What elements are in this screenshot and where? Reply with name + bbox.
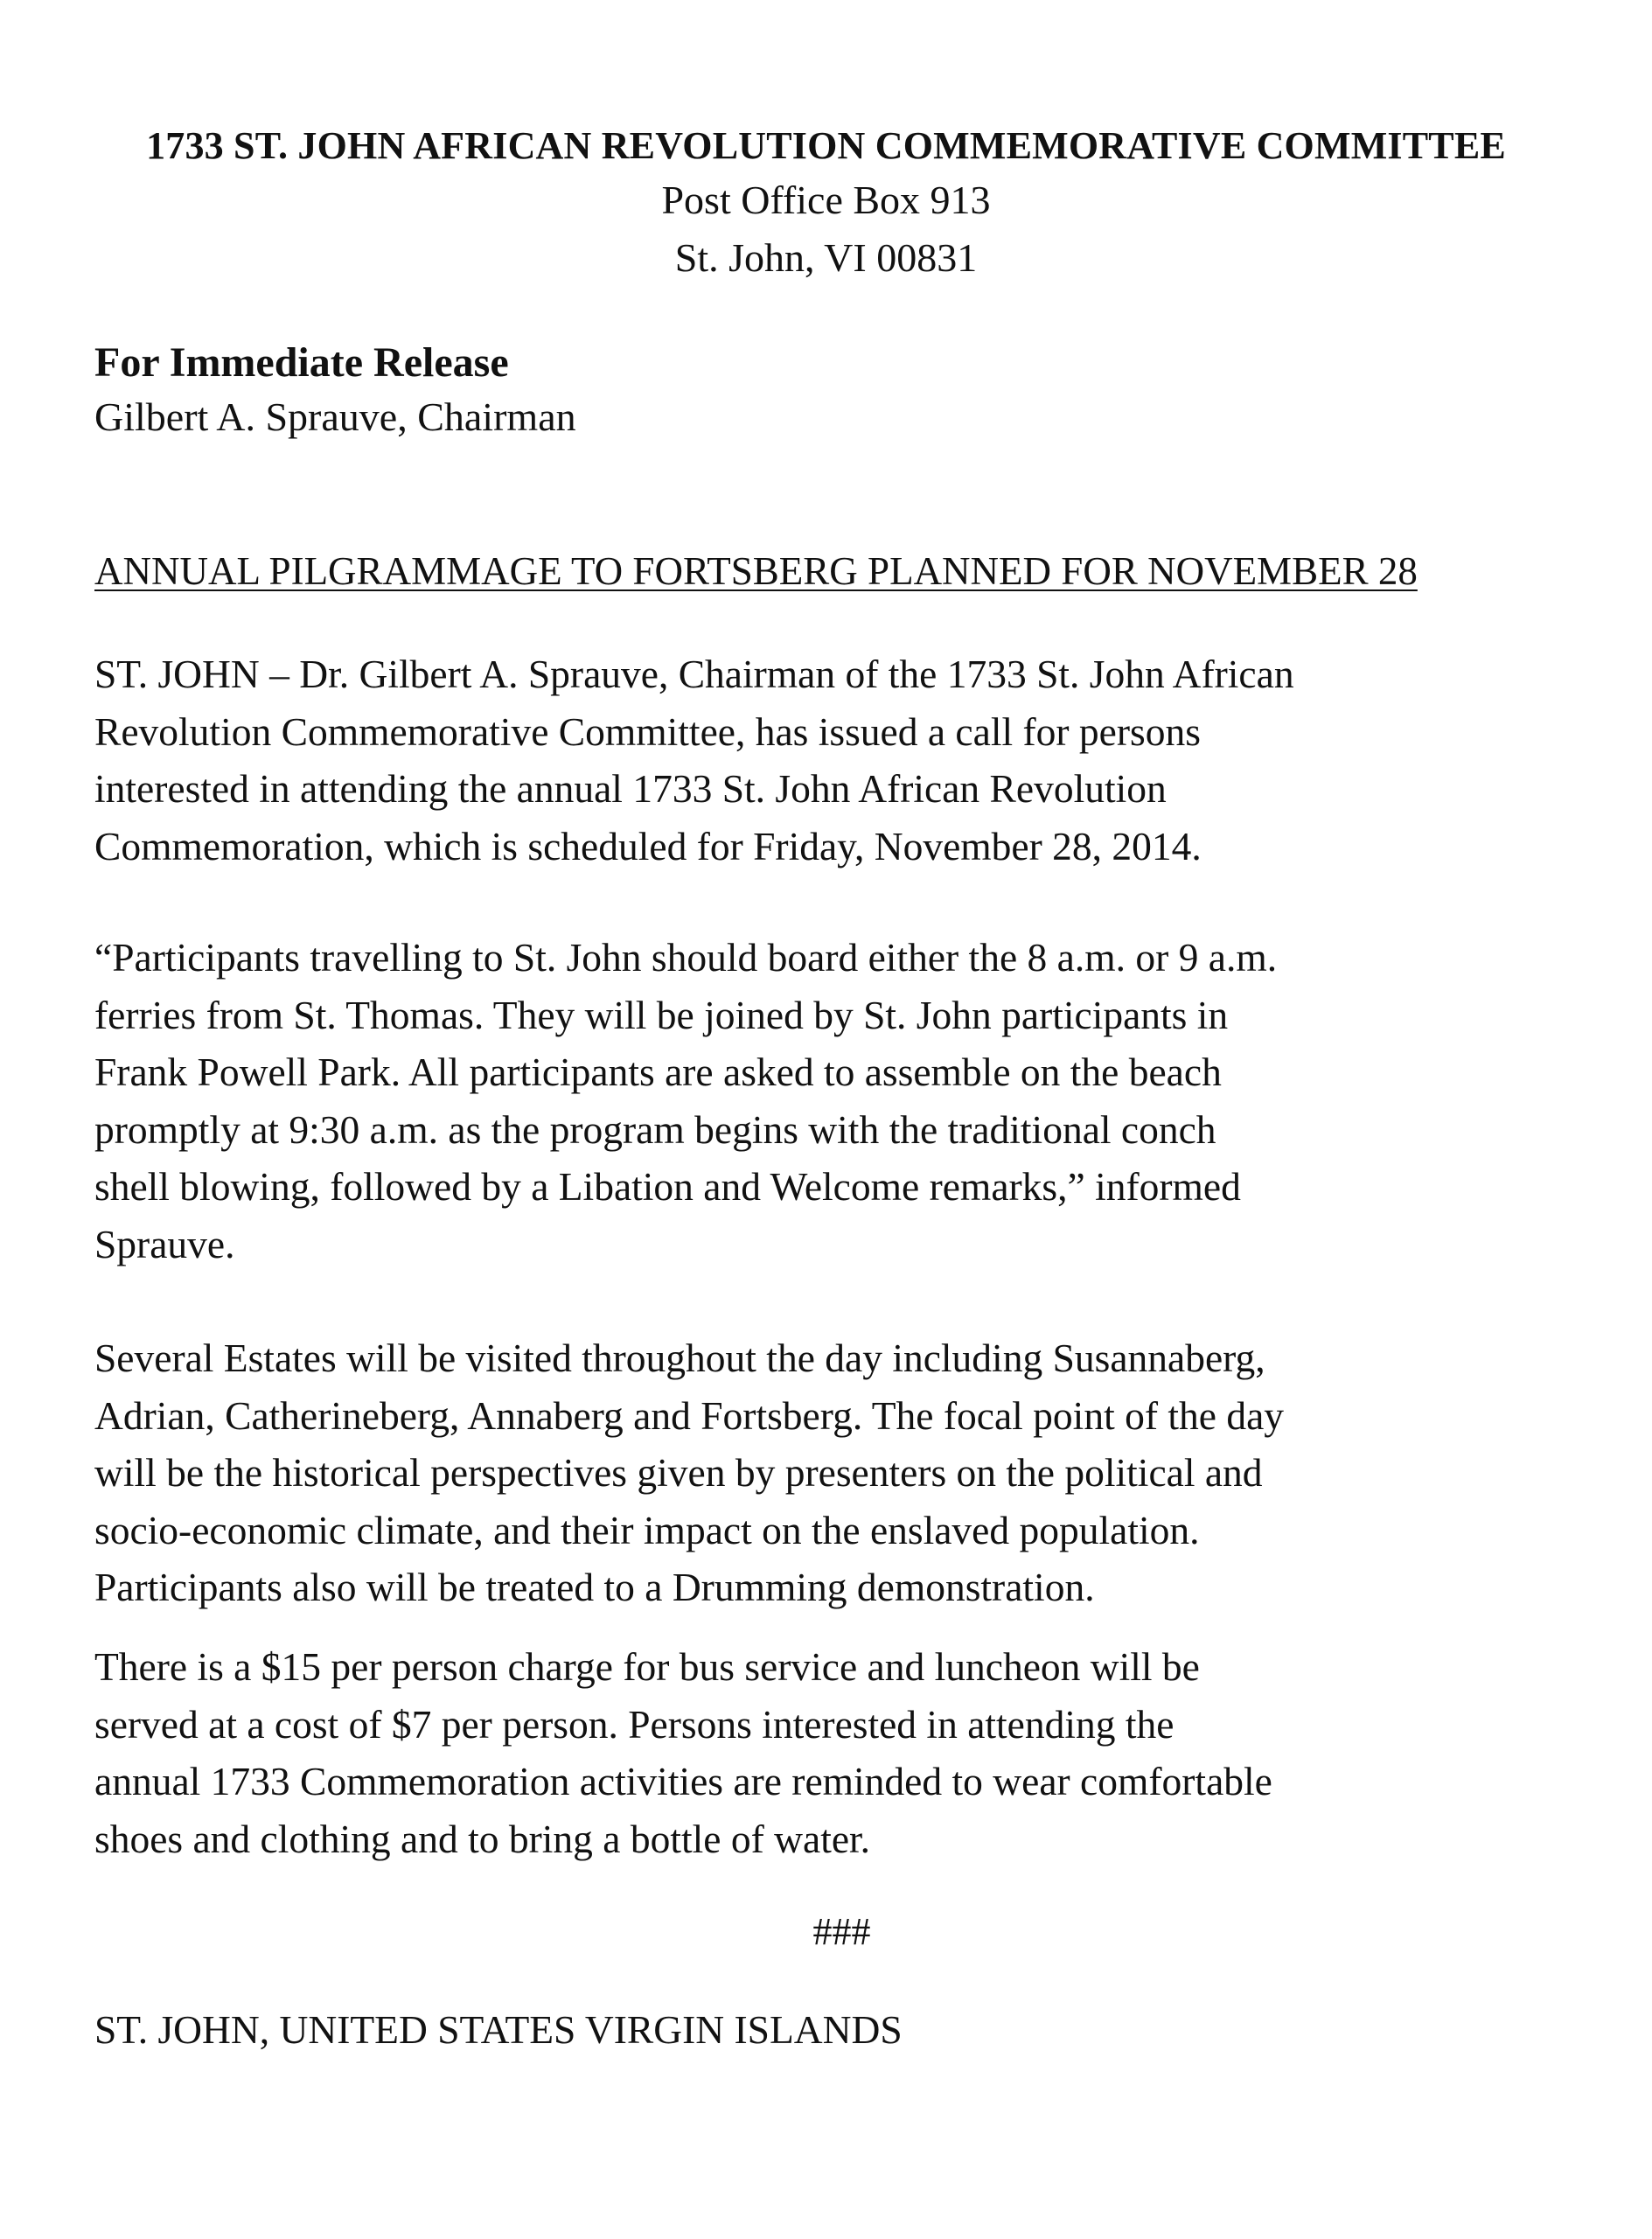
paragraph-line: Sprauve. (94, 1221, 235, 1266)
paragraph-line: interested in attending the annual 1733 St. John African Revolution (94, 766, 1167, 811)
paragraph-line: ST. JOHN – Dr. Gilbert A. Sprauve, Chairman of the 1733 St. John African (94, 652, 1294, 696)
letterhead (0, 121, 1652, 287)
paragraph-line: shoes and clothing and to bring a bottle of water. (94, 1816, 871, 1861)
release-label: For Immediate Release (94, 339, 509, 386)
paragraph-line: Commemoration, which is scheduled for Friday, November 28, 2014. (94, 823, 1202, 868)
paragraph-line: ferries from St. Thomas. They will be joined by St. John participants in (94, 992, 1229, 1037)
paragraph-2 (94, 929, 1546, 1273)
paragraph-line: Participants also will be treated to a Drumming demonstration. (94, 1565, 1095, 1609)
end-of-release-mark: ### (812, 1910, 871, 1953)
paragraph-3 (94, 1329, 1546, 1616)
paragraph-line: shell blowing, followed by a Libation and Welcome remarks,” informed (94, 1164, 1241, 1209)
paragraph-line: There is a $15 per person charge for bus service and luncheon will be (94, 1644, 1200, 1689)
organization-name: 1733 ST. JOHN AFRICAN REVOLUTION COMMEMORATIVE COMMITTEE (146, 124, 1506, 167)
paragraph-line: socio-economic climate, and their impact on the enslaved population. (94, 1507, 1200, 1552)
contact-name: Gilbert A. Sprauve, Chairman (94, 394, 576, 439)
paragraph-line: Adrian, Catherineberg, Annaberg and Fortsberg. The focal point of the day (94, 1392, 1285, 1438)
paragraph-line: Frank Powell Park. All participants are asked to assemble on the beach (94, 1050, 1222, 1094)
address-line-1: Post Office Box 913 (661, 178, 991, 222)
paragraph-line: annual 1733 Commemoration activities are reminded to wear comfortable (94, 1759, 1272, 1803)
address-line-2: St. John, VI 00831 (674, 235, 978, 280)
paragraph-line: Several Estates will be visited throughout the day including Susannaberg, (94, 1336, 1265, 1380)
release-info (94, 336, 1581, 444)
paragraph-line: will be the historical perspectives given by presenters on the political and (94, 1450, 1263, 1495)
paragraph-1 (94, 645, 1546, 875)
footer-dateline: ST. JOHN, UNITED STATES VIRGIN ISLANDS (94, 2007, 903, 2052)
paragraph-line: “Participants travelling to St. John should board either the 8 a.m. or 9 a.m. (94, 935, 1278, 980)
paragraph-line: promptly at 9:30 a.m. as the program begins with the traditional conch (94, 1106, 1216, 1152)
paragraph-4 (94, 1638, 1546, 1867)
paragraph-line: served at a cost of $7 per person. Persons interested in attending the (94, 1701, 1175, 1747)
headline: ANNUAL PILGRAMMAGE TO FORTSBERG PLANNED FOR NOVEMBER 28 (94, 549, 1418, 593)
paragraph-line: Revolution Commemorative Committee, has issued a call for persons (94, 708, 1201, 754)
